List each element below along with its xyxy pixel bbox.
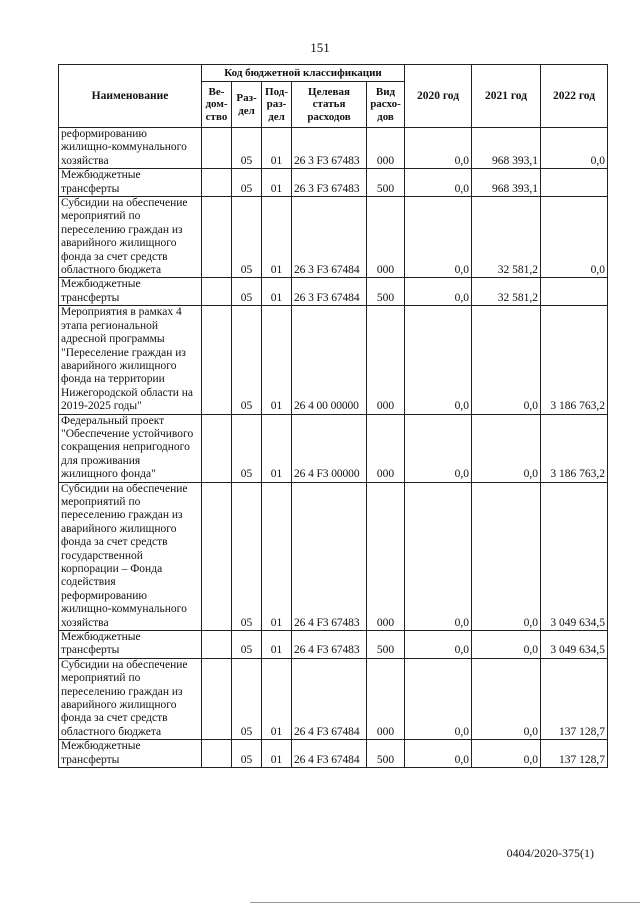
cell-y2020: 0,0 [405, 631, 472, 659]
cell-y2021: 0,0 [472, 306, 541, 414]
cell-ved [202, 306, 232, 414]
cell-target: 26 4 F3 67484 [292, 740, 367, 768]
table-row [59, 169, 608, 197]
cell-razdel: 05 [232, 658, 262, 739]
cell-vid: 000 [367, 128, 405, 169]
cell-target: 26 3 F3 67484 [292, 197, 367, 278]
cell-vid: 000 [367, 658, 405, 739]
cell-ved [202, 414, 232, 482]
cell-razdel: 05 [232, 414, 262, 482]
cell-vid: 000 [367, 197, 405, 278]
table-row [59, 278, 608, 306]
cell-y2020: 0,0 [405, 278, 472, 306]
cell-target: 26 4 F3 00000 [292, 414, 367, 482]
cell-target: 26 3 F3 67484 [292, 278, 367, 306]
table-row [59, 740, 608, 768]
cell-name: Межбюджетные трансферты [59, 631, 202, 659]
cell-target: 26 3 F3 67483 [292, 128, 367, 169]
cell-target: 26 4 00 00000 [292, 306, 367, 414]
cell-podrazdel: 01 [262, 169, 292, 197]
cell-ved [202, 197, 232, 278]
cell-razdel: 05 [232, 169, 262, 197]
cell-target: 26 3 F3 67483 [292, 169, 367, 197]
cell-y2021: 968 393,1 [472, 128, 541, 169]
cell-name: Субсидии на обеспечение мероприятий по переселению граждан из аварийного жилищного фонда за счет средств областного бюджета [59, 197, 202, 278]
cell-name: Межбюджетные трансферты [59, 740, 202, 768]
header-2021: 2021 год [472, 65, 541, 128]
cell-y2021: 968 393,1 [472, 169, 541, 197]
cell-target: 26 4 F3 67484 [292, 658, 367, 739]
cell-name: реформированию жилищно-коммунального хозяйства [59, 128, 202, 169]
cell-podrazdel: 01 [262, 658, 292, 739]
cell-name: Федеральный проект "Обеспечение устойчивого сокращения непригодного для проживания жилищного фонда" [59, 414, 202, 482]
table-row [59, 658, 608, 739]
cell-name: Мероприятия в рамках 4 этапа региональной адресной программы "Переселение граждан из аварийного жилищного фонда на территории Нижегородской области на 2019-2025 годы" [59, 306, 202, 414]
cell-y2021: 32 581,2 [472, 278, 541, 306]
cell-y2020: 0,0 [405, 306, 472, 414]
header-code-group: Код бюджетной классификации [202, 65, 405, 82]
cell-podrazdel: 01 [262, 631, 292, 659]
cell-ved [202, 128, 232, 169]
header-vedomstvo: Ве-дом-ство [202, 82, 232, 128]
header-2022: 2022 год [541, 65, 608, 128]
cell-y2021: 32 581,2 [472, 197, 541, 278]
cell-y2022: 0,0 [541, 197, 608, 278]
header-target: Целевая статья расходов [292, 82, 367, 128]
cell-y2020: 0,0 [405, 169, 472, 197]
cell-y2020: 0,0 [405, 197, 472, 278]
cell-ved [202, 278, 232, 306]
cell-y2021: 0,0 [472, 414, 541, 482]
cell-y2022 [541, 278, 608, 306]
header-podrazdel: Под-раз-дел [262, 82, 292, 128]
table-row [59, 414, 608, 482]
cell-name: Субсидии на обеспечение мероприятий по переселению граждан из аварийного жилищного фонда за счет средств государственной корпорации – Фонда содействия реформированию жилищно-коммунального хозяйства [59, 482, 202, 630]
cell-razdel: 05 [232, 278, 262, 306]
cell-razdel: 05 [232, 482, 262, 630]
cell-podrazdel: 01 [262, 740, 292, 768]
document-code: 0404/2020-375(1) [506, 846, 594, 860]
header-vid: Вид расхо-дов [367, 82, 405, 128]
cell-podrazdel: 01 [262, 414, 292, 482]
header-razdel: Раз-дел [232, 82, 262, 128]
cell-vid: 500 [367, 278, 405, 306]
cell-ved [202, 658, 232, 739]
cell-podrazdel: 01 [262, 306, 292, 414]
cell-target: 26 4 F3 67483 [292, 482, 367, 630]
cell-vid: 500 [367, 169, 405, 197]
cell-y2020: 0,0 [405, 658, 472, 739]
cell-y2020: 0,0 [405, 740, 472, 768]
header-name: Наименование [59, 65, 202, 128]
table-row [59, 197, 608, 278]
cell-ved [202, 740, 232, 768]
cell-vid: 500 [367, 631, 405, 659]
cell-y2021: 0,0 [472, 631, 541, 659]
table-row [59, 482, 608, 630]
cell-y2020: 0,0 [405, 414, 472, 482]
cell-ved [202, 482, 232, 630]
cell-name: Межбюджетные трансферты [59, 278, 202, 306]
cell-razdel: 05 [232, 128, 262, 169]
cell-razdel: 05 [232, 306, 262, 414]
cell-podrazdel: 01 [262, 128, 292, 169]
cell-y2022: 3 186 763,2 [541, 414, 608, 482]
cell-y2022 [541, 169, 608, 197]
cell-y2022: 3 049 634,5 [541, 631, 608, 659]
cell-y2021: 0,0 [472, 482, 541, 630]
cell-vid: 500 [367, 740, 405, 768]
cell-y2022: 0,0 [541, 128, 608, 169]
cell-y2022: 3 186 763,2 [541, 306, 608, 414]
budget-table [58, 64, 608, 768]
header-2020: 2020 год [405, 65, 472, 128]
table-row [59, 631, 608, 659]
cell-podrazdel: 01 [262, 482, 292, 630]
cell-vid: 000 [367, 306, 405, 414]
cell-y2020: 0,0 [405, 482, 472, 630]
cell-y2022: 137 128,7 [541, 740, 608, 768]
cell-ved [202, 169, 232, 197]
scan-edge-line [250, 902, 640, 903]
table-row [59, 306, 608, 414]
cell-y2022: 137 128,7 [541, 658, 608, 739]
table-row [59, 128, 608, 169]
page-number: 151 [310, 40, 330, 55]
cell-razdel: 05 [232, 197, 262, 278]
cell-ved [202, 631, 232, 659]
cell-y2022: 3 049 634,5 [541, 482, 608, 630]
cell-y2021: 0,0 [472, 740, 541, 768]
cell-razdel: 05 [232, 740, 262, 768]
cell-name: Субсидии на обеспечение мероприятий по переселению граждан из аварийного жилищного фонда за счет средств областного бюджета [59, 658, 202, 739]
cell-target: 26 4 F3 67483 [292, 631, 367, 659]
cell-razdel: 05 [232, 631, 262, 659]
cell-vid: 000 [367, 482, 405, 630]
cell-podrazdel: 01 [262, 197, 292, 278]
cell-podrazdel: 01 [262, 278, 292, 306]
cell-vid: 000 [367, 414, 405, 482]
cell-y2020: 0,0 [405, 128, 472, 169]
cell-name: Межбюджетные трансферты [59, 169, 202, 197]
cell-y2021: 0,0 [472, 658, 541, 739]
